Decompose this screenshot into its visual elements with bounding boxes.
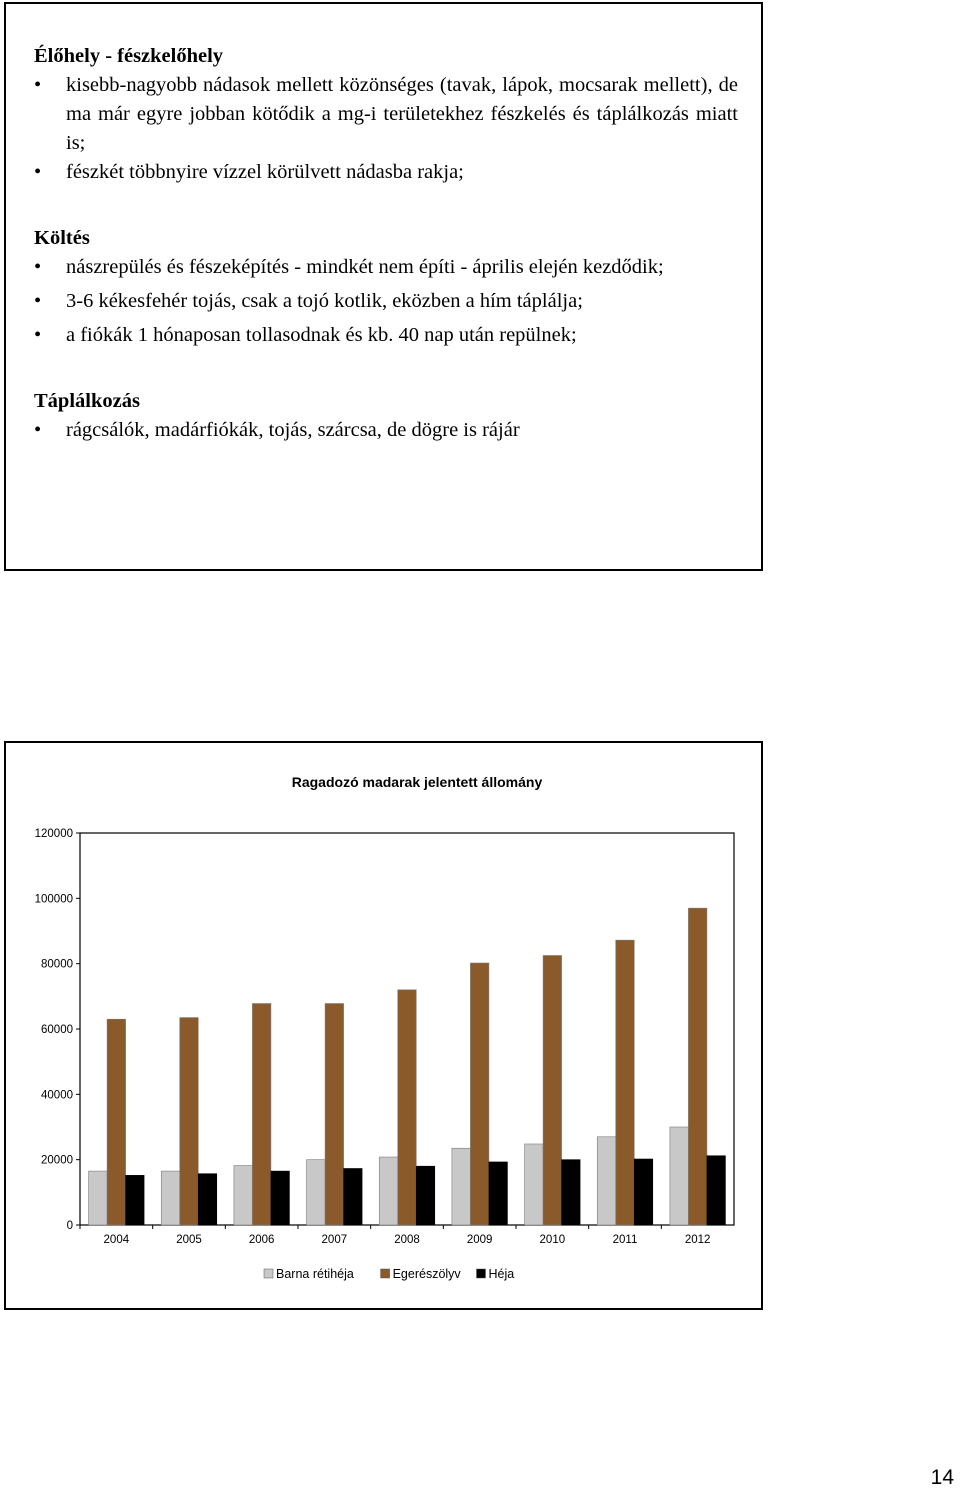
- y-tick-label: 40000: [41, 1089, 73, 1102]
- legend-label: Héja: [488, 1267, 515, 1281]
- section: [34, 42, 738, 187]
- bullet-item: • rágcsálók, madárfiókák, tojás, szárcsa, de dögre is rájár: [34, 416, 738, 445]
- x-tick-label: 2005: [176, 1234, 202, 1246]
- x-tick-label: 2007: [321, 1234, 348, 1246]
- bar-héja: [271, 1171, 290, 1225]
- bar-barna-rétihéja: [234, 1166, 253, 1225]
- bar-barna-rétihéja: [379, 1157, 398, 1225]
- bar-egerészölyv: [616, 940, 635, 1225]
- bar-egerészölyv: [398, 990, 417, 1225]
- bar-héja: [126, 1175, 145, 1225]
- x-tick-label: 2006: [248, 1234, 275, 1246]
- bar-barna-rétihéja: [89, 1171, 108, 1225]
- legend-label: Egerészölyv: [392, 1267, 461, 1281]
- section: [34, 224, 738, 350]
- bar-héja: [344, 1168, 363, 1225]
- x-tick-label: 2010: [539, 1234, 566, 1246]
- bar-héja: [416, 1166, 435, 1225]
- bullet-item: • 3-6 kékesfehér tojás, csak a tojó kotlik, eközben a hím táplálja;: [34, 287, 738, 316]
- x-tick-label: 2004: [103, 1234, 130, 1246]
- bar-barna-rétihéja: [161, 1171, 180, 1225]
- bullet-list: [34, 71, 738, 187]
- legend-label: Barna rétihéja: [276, 1267, 354, 1281]
- bar-chart: [6, 743, 761, 1308]
- bar-egerészölyv: [325, 1004, 344, 1225]
- bullet-item: • fészkét többnyire vízzel körülvett nádasba rakja;: [34, 158, 738, 187]
- section-heading: Élőhely - fészkelőhely: [34, 45, 224, 67]
- x-tick-label: 2011: [612, 1234, 638, 1246]
- y-tick-label: 100000: [34, 893, 73, 906]
- bar-héja: [634, 1159, 653, 1225]
- bar-egerészölyv: [107, 1019, 126, 1225]
- bullet-item: • kisebb-nagyobb nádasok mellett közönséges (tavak, lápok, mocsarak mellett), de ma már egyre jobban kötődik a mg-i területekhez fészkelés és táplálkozás miatt is;: [34, 71, 738, 158]
- bar-barna-rétihéja: [525, 1144, 544, 1225]
- bar-egerészölyv: [180, 1018, 199, 1225]
- bar-héja: [707, 1156, 726, 1225]
- x-tick-label: 2012: [684, 1234, 711, 1246]
- legend-swatch: [264, 1269, 273, 1278]
- x-tick-label: 2009: [466, 1234, 493, 1246]
- bar-barna-rétihéja: [670, 1127, 689, 1225]
- bar-egerészölyv: [543, 956, 562, 1226]
- bar-egerészölyv: [470, 963, 489, 1225]
- y-tick-label: 60000: [41, 1024, 73, 1036]
- y-tick-label: 80000: [41, 958, 73, 971]
- y-tick-label: 120000: [34, 828, 73, 840]
- x-tick-label: 2008: [394, 1234, 420, 1246]
- bar-héja: [198, 1174, 217, 1225]
- page-number: 14: [930, 1466, 954, 1489]
- bar-barna-rétihéja: [307, 1160, 326, 1225]
- bar-barna-rétihéja: [597, 1137, 616, 1225]
- y-tick-label: 0: [66, 1220, 73, 1232]
- bullet-item: • a fiókák 1 hónaposan tollasodnak és kb. 40 nap után repülnek;: [34, 321, 738, 350]
- chart-title: Ragadozó madarak jelentett állomány: [291, 774, 543, 790]
- bullet-list: [34, 253, 738, 350]
- legend-swatch: [381, 1269, 390, 1278]
- bar-héja: [489, 1162, 508, 1225]
- bullet-item: • nászrepülés és fészeképítés - mindkét nem építi - április elején kezdődik;: [34, 253, 738, 282]
- section: [34, 387, 738, 445]
- bar-héja: [562, 1160, 581, 1225]
- bar-egerészölyv: [688, 908, 707, 1225]
- section-heading: Táplálkozás: [34, 390, 140, 412]
- section-heading: Költés: [34, 227, 90, 249]
- y-tick-label: 20000: [41, 1154, 73, 1167]
- text-slide: [4, 2, 763, 571]
- slide-content: [34, 42, 738, 445]
- legend-swatch: [477, 1269, 486, 1278]
- bar-barna-rétihéja: [452, 1148, 471, 1225]
- bar-egerészölyv: [252, 1004, 271, 1225]
- bullet-list: [34, 416, 738, 445]
- chart-slide: [4, 741, 763, 1310]
